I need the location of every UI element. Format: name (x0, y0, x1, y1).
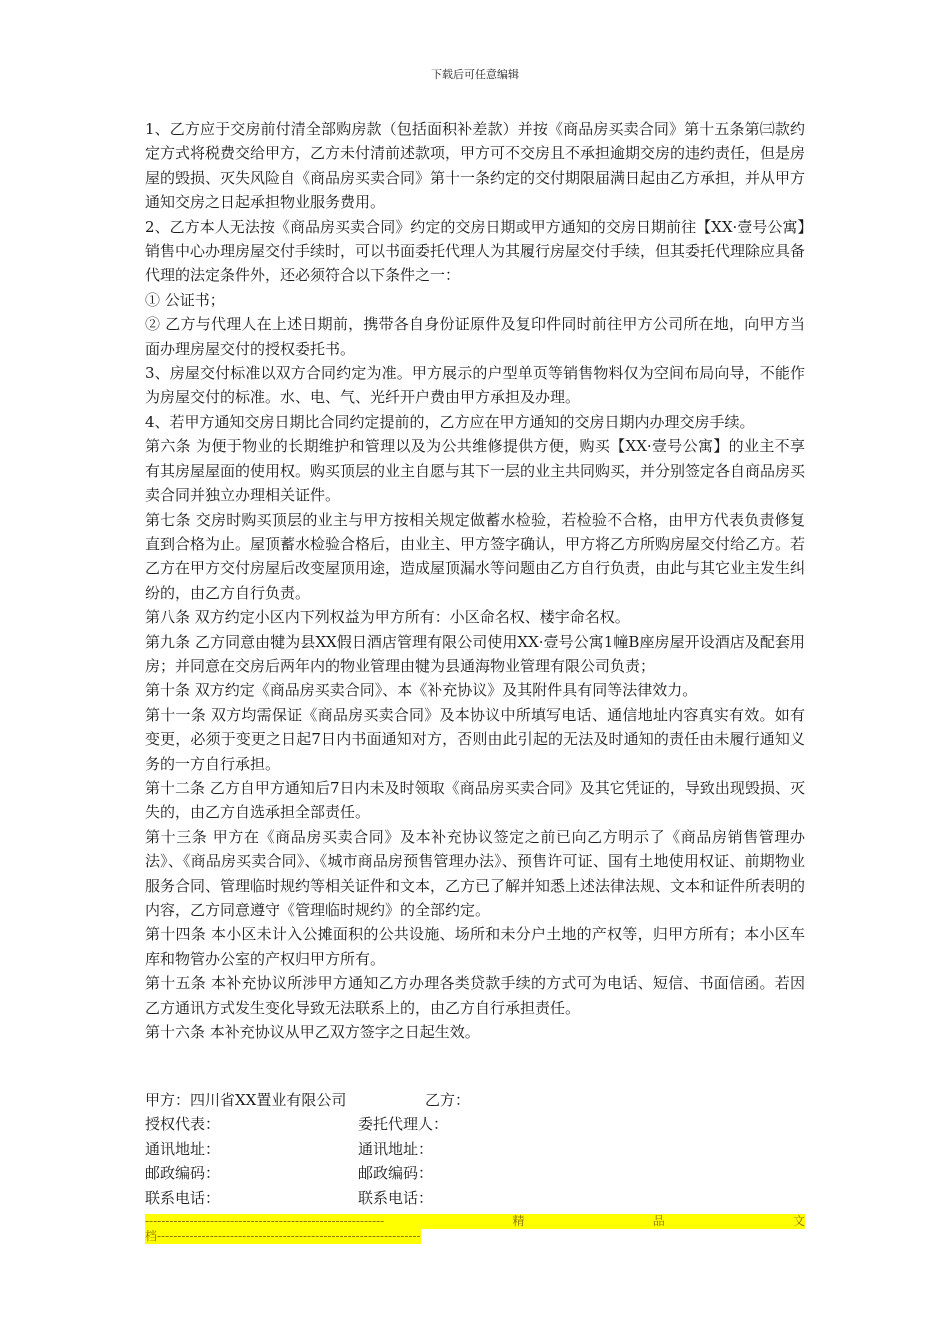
paragraph: 第十二条 乙方自甲方通知后7日内未及时领取《商品房买卖合同》及其它凭证的，导致出现毁损、灭失的，由乙方自选承担全部责任。 (145, 778, 805, 822)
signature-right-label: 委托代理人： (358, 1115, 449, 1134)
paragraph: 第十条 双方约定《商品房买卖合同》、本《补充协议》及其附件具有同等法律效力。 (145, 681, 698, 700)
signature-left-label: 通讯地址： (145, 1139, 221, 1158)
signature-row (145, 1112, 805, 1136)
footer-char: 文 (792, 1214, 805, 1228)
document-body (145, 117, 805, 1044)
signature-left-label: 联系电话： (145, 1188, 221, 1207)
signature-row (145, 1137, 805, 1161)
page-header: 下载后可任意编辑 (431, 68, 519, 81)
footer-watermark (145, 1214, 805, 1244)
signature-left-label: 授权代表： (145, 1115, 221, 1134)
paragraph: 第十五条 本补充协议所涉甲方通知乙方办理各类贷款手续的方式可为电话、短信、书面信函。若因乙方通讯方式发生变化导致无法联系上的，由乙方自行承担责任。 (145, 974, 805, 1017)
footer-char: 品 (652, 1214, 665, 1228)
footer-dashes: ----------------------------------------------------------- (145, 1214, 385, 1228)
signature-row (145, 1161, 805, 1185)
paragraph: 第十六条 本补充协议从甲乙双方签字之日起生效。 (145, 1023, 480, 1042)
paragraph: 3、房屋交付标准以双方合同约定为准。甲方展示的户型单页等销售物料仅为空间布局向导，不能作为房屋交付的标准。水、电、气、光纤开户费由甲方承担及办理。 (145, 364, 805, 407)
signature-block (145, 1088, 805, 1210)
signature-right-label: 联系电话： (358, 1188, 434, 1207)
paragraph: 第八条 双方约定小区内下列权益为甲方所有：小区命名权、楼宇命名权。 (145, 608, 630, 627)
paragraph: 第十一条 双方均需保证《商品房买卖合同》及本协议中所填写电话、通信地址内容真实有效。如有变更，必须于变更之日起7日内书面通知对方，否则由此引起的无法及时通知的责任由未履行通知义务的一方自行承担。 (145, 705, 805, 773)
paragraph: 2、乙方本人无法按《商品房买卖合同》约定的交房日期或甲方通知的交房日期前往【XX·壹号公寓】销售中心办理房屋交付手续时，可以书面委托代理人为其履行房屋交付手续，但其委托代理除应具备代理的法定条件外，还必须符合以下条件之一： (145, 217, 806, 285)
party-b-label: 乙方： (425, 1091, 471, 1109)
paragraph: 第十四条 本小区未计入公摊面积的公共设施、场所和未分户土地的产权等，归甲方所有；本小区车库和物管办公室的产权归甲方所有。 (145, 925, 805, 968)
paragraph: ② 乙方与代理人在上述日期前，携带各自身份证原件及复印件同时前往甲方公司所在地，向甲方当面办理房屋交付的授权委托书。 (145, 315, 805, 358)
signature-left-label: 邮政编码： (145, 1164, 221, 1183)
footer-line-2: 档----------------------------------------------------------------- (145, 1229, 421, 1243)
paragraph: ① 公证书； (145, 290, 225, 309)
paragraph: 第六条 为便于物业的长期维护和管理以及为公共维修提供方便，购买【XX·壹号公寓】的业主不享有其房屋屋面的使用权。购买顶层的业主自愿与其下一层的业主共同购买，并分别签定各自商品房买卖合同并独立办理相关证件。 (145, 437, 806, 505)
paragraph: 4、若甲方通知交房日期比合同约定提前的，乙方应在甲方通知的交房日期内办理交房手续。 (145, 412, 755, 431)
paragraph: 第七条 交房时购买顶层的业主与甲方按相关规定做蓄水检验，若检验不合格，由甲方代表负责修复直到合格为止。屋顶蓄水检验合格后，由业主、甲方签字确认，甲方将乙方所购房屋交付给乙方。若乙方在甲方交付房屋后改变屋顶用途，造成屋顶漏水等问题由乙方自行负责，由此与其它业主发生纠纷的，由乙方自行负责。 (145, 510, 806, 602)
signature-right-label: 通讯地址： (358, 1139, 434, 1158)
paragraph: 第九条 乙方同意由犍为县XX假日酒店管理有限公司使用XX·壹号公寓1幢B座房屋开设酒店及配套用房；并同意在交房后两年内的物业管理由犍为县通海物业管理有限公司负责； (145, 632, 805, 675)
signature-right-label: 邮政编码： (358, 1164, 434, 1183)
party-a-label: 甲方：四川省XX置业有限公司 (145, 1091, 347, 1109)
footer-line-1 (145, 1214, 805, 1229)
signature-parties-row (145, 1088, 805, 1112)
paragraph: 第十三条 甲方在《商品房买卖合同》及本补充协议签定之前已向乙方明示了《商品房销售管理办法》、《商品房买卖合同》、《城市商品房预售管理办法》、预售许可证、国有土地使用权证、前期物业服务合同、管理临时规约等相关证件和文本，乙方已了解并知悉上述法律法规、文本和证件所表明的内容，乙方同意遵守《管理临时规约》的全部约定。 (145, 827, 806, 919)
signature-row (145, 1186, 805, 1210)
footer-char: 精 (512, 1214, 525, 1228)
paragraph: 1、乙方应于交房前付清全部购房款（包括面积补差款）并按《商品房买卖合同》第十五条第㈢款约定方式将税费交给甲方，乙方未付清前述款项，甲方可不交房且不承担逾期交房的违约责任，但是房屋的毁损、灭失风险自《商品房买卖合同》第十一条约定的交付期限届满日起由乙方承担，并从甲方通知交房之日起承担物业服务费用。 (145, 120, 806, 212)
